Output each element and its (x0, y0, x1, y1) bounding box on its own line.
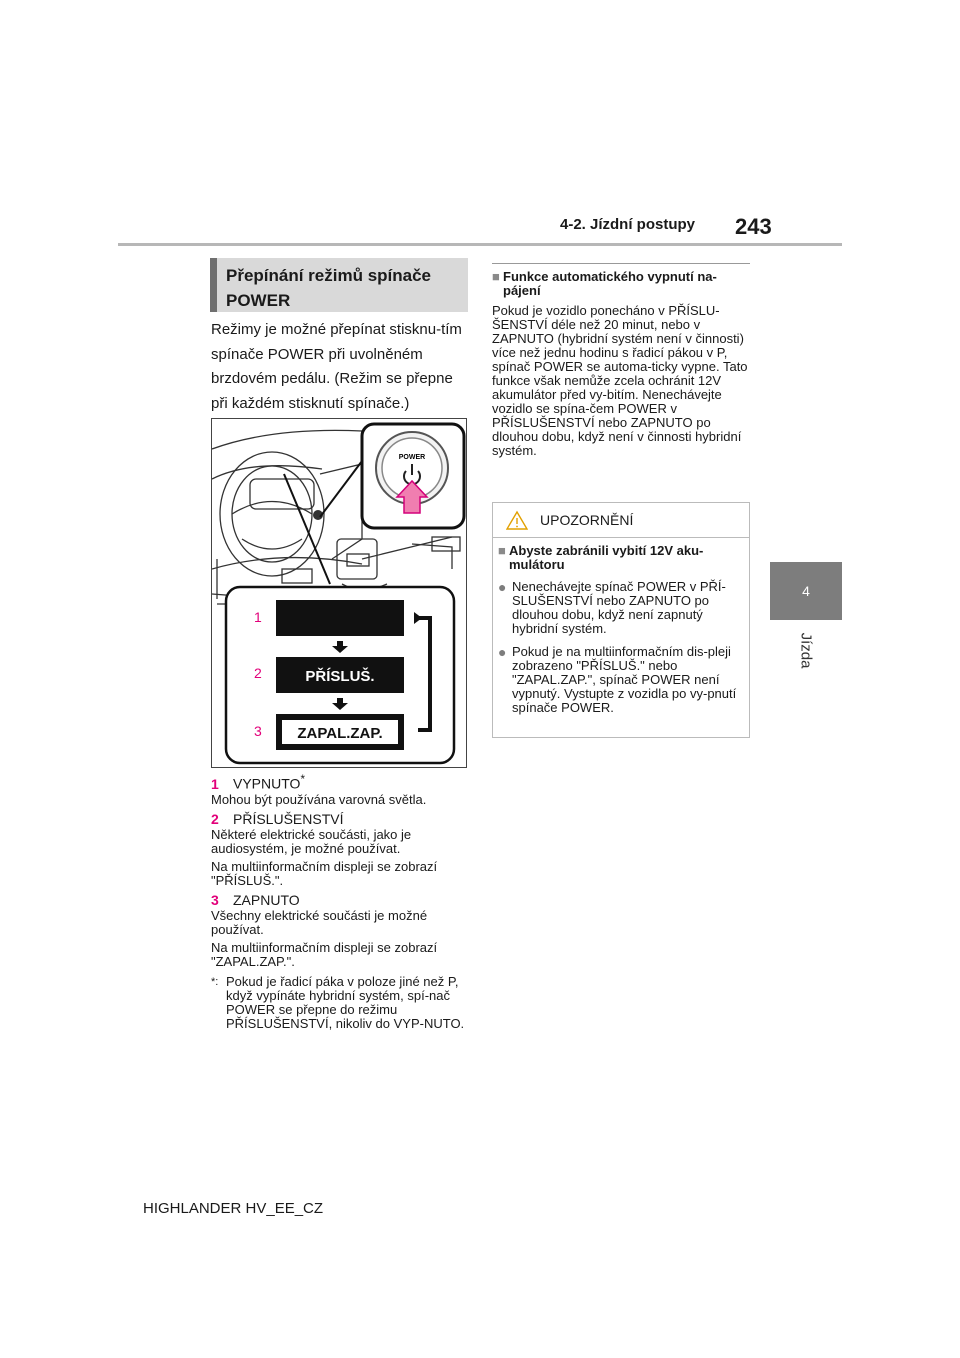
chapter-name-text: Jízda (797, 632, 815, 668)
mode-number-2: 2 (254, 665, 262, 681)
mode-number-3: 3 (254, 723, 262, 739)
mode-1-text: Mohou být používána varovná světla. (211, 791, 427, 807)
circle-bullet-icon: ● (498, 644, 507, 660)
warning-subheading-text: Abyste zabránili vybití 12V aku-mulátoru (509, 543, 704, 572)
chapter-tab-number: 4 (770, 562, 842, 620)
mode-3-heading (211, 892, 469, 909)
header-rule (118, 243, 842, 246)
mode-2-text-1: Některé elektrické součásti, jako je audiosystém, je možné používat. (211, 826, 412, 856)
mode-list (211, 769, 469, 1031)
page-number: 243 (735, 214, 772, 239)
mode-2-text-2: Na multiinformačním displeji se zobrazí "PŘÍSLUŠ.". (211, 858, 438, 888)
warning-item (498, 645, 741, 715)
power-button-label: POWER (398, 454, 426, 461)
mode-2-number: 2 (211, 810, 219, 827)
footnote-text: Pokud je řadicí páka v poloze jiné než P, když vypínáte hybridní systém, spí-nač POWER se přepne do režimu PŘÍSLUŠENSTVÍ, nikoliv do VYP-NUTO. (226, 973, 465, 1031)
mode-number-1: 1 (254, 609, 262, 625)
auto-power-off-title: Funkce automatického vypnutí na-pájení (503, 269, 717, 298)
section-heading: Přepínání režimů spínače POWER (210, 258, 468, 312)
footnote (211, 975, 469, 1031)
mode-3-text-2: Na multiinformačním displeji se zobrazí "ZAPAL.ZAP.". (211, 939, 438, 969)
footnote-marker: * (300, 773, 305, 786)
mode-2-title: PŘÍSLUŠENSTVÍ (233, 810, 344, 827)
warning-title: UPOZORNĚNÍ (540, 512, 634, 528)
footer-model: HIGHLANDER HV_EE_CZ (143, 1200, 324, 1217)
warning-item-text: Pokud je na multiinformačním dis-pleji zobrazeno "PŘÍSLUŠ." nebo "ZAPAL.ZAP.", spínač POWER není vypnutý. Vystupte z vozidla po vy-pnutí spínače POWER. (512, 644, 737, 715)
mode-2-heading (211, 811, 469, 828)
mode-3-title: ZAPNUTO (233, 891, 300, 908)
square-bullet-icon: ■ (498, 543, 506, 558)
display-accessory-text: PŘÍSLUŠ. (305, 668, 375, 685)
footnote-mark: *: (211, 975, 219, 988)
mode-1-number: 1 (211, 775, 219, 792)
warning-item (498, 580, 741, 636)
chapter-tab-name (780, 620, 832, 680)
intro-paragraph: Režimy je možné přepínat stisknu-tím spínače POWER při uvolněném brzdovém pedálu. (Režim se přepne při každém stisknutí spínače.) (211, 321, 462, 412)
mode-3-number: 3 (211, 891, 219, 908)
mode-3-text-1: Všechny elektrické součásti je možné používat. (211, 907, 428, 937)
warning-header (493, 503, 749, 538)
warning-subheading (498, 544, 741, 572)
dashboard-illustration (212, 419, 467, 768)
auto-power-off-heading (492, 270, 750, 298)
warning-body (493, 538, 749, 715)
square-bullet-icon: ■ (492, 269, 500, 284)
auto-power-off-section (492, 263, 750, 458)
circle-bullet-icon: ● (498, 579, 507, 595)
warning-icon (506, 510, 528, 530)
warning-box (492, 502, 750, 738)
section-title: 4-2. Jízdní postupy (560, 216, 696, 233)
auto-power-off-body: Pokud je vozidlo ponecháno v PŘÍSLU-ŠENSTVÍ déle než 20 minut, nebo v ZAPNUTO (hybridní systém není v činnosti) více než jednu hodinu s řadicí pákou v P, spínač POWER se automa-ticky vypne. Tato funkce však nemůže zcela ochránit 12V akumulátor před vy-bitím. Nenechávejte vozidlo se spína-čem POWER v PŘÍSLUŠENSTVÍ nebo ZAPNUTO po dlouhou dobu, když není v činnosti hybridní systém. (492, 303, 748, 458)
power-switch-illustration (211, 418, 467, 768)
mode-1-title: VYPNUTO (233, 775, 301, 792)
mode-1-heading (211, 771, 469, 793)
warning-item-text: Nenechávejte spínač POWER v PŘÍ-SLUŠENSTVÍ nebo ZAPNUTO po dlouhou dobu, když není zapnutý hybridní systém. (512, 579, 726, 636)
display-on-text: ZAPAL.ZAP. (297, 725, 383, 742)
display-off (276, 600, 404, 636)
